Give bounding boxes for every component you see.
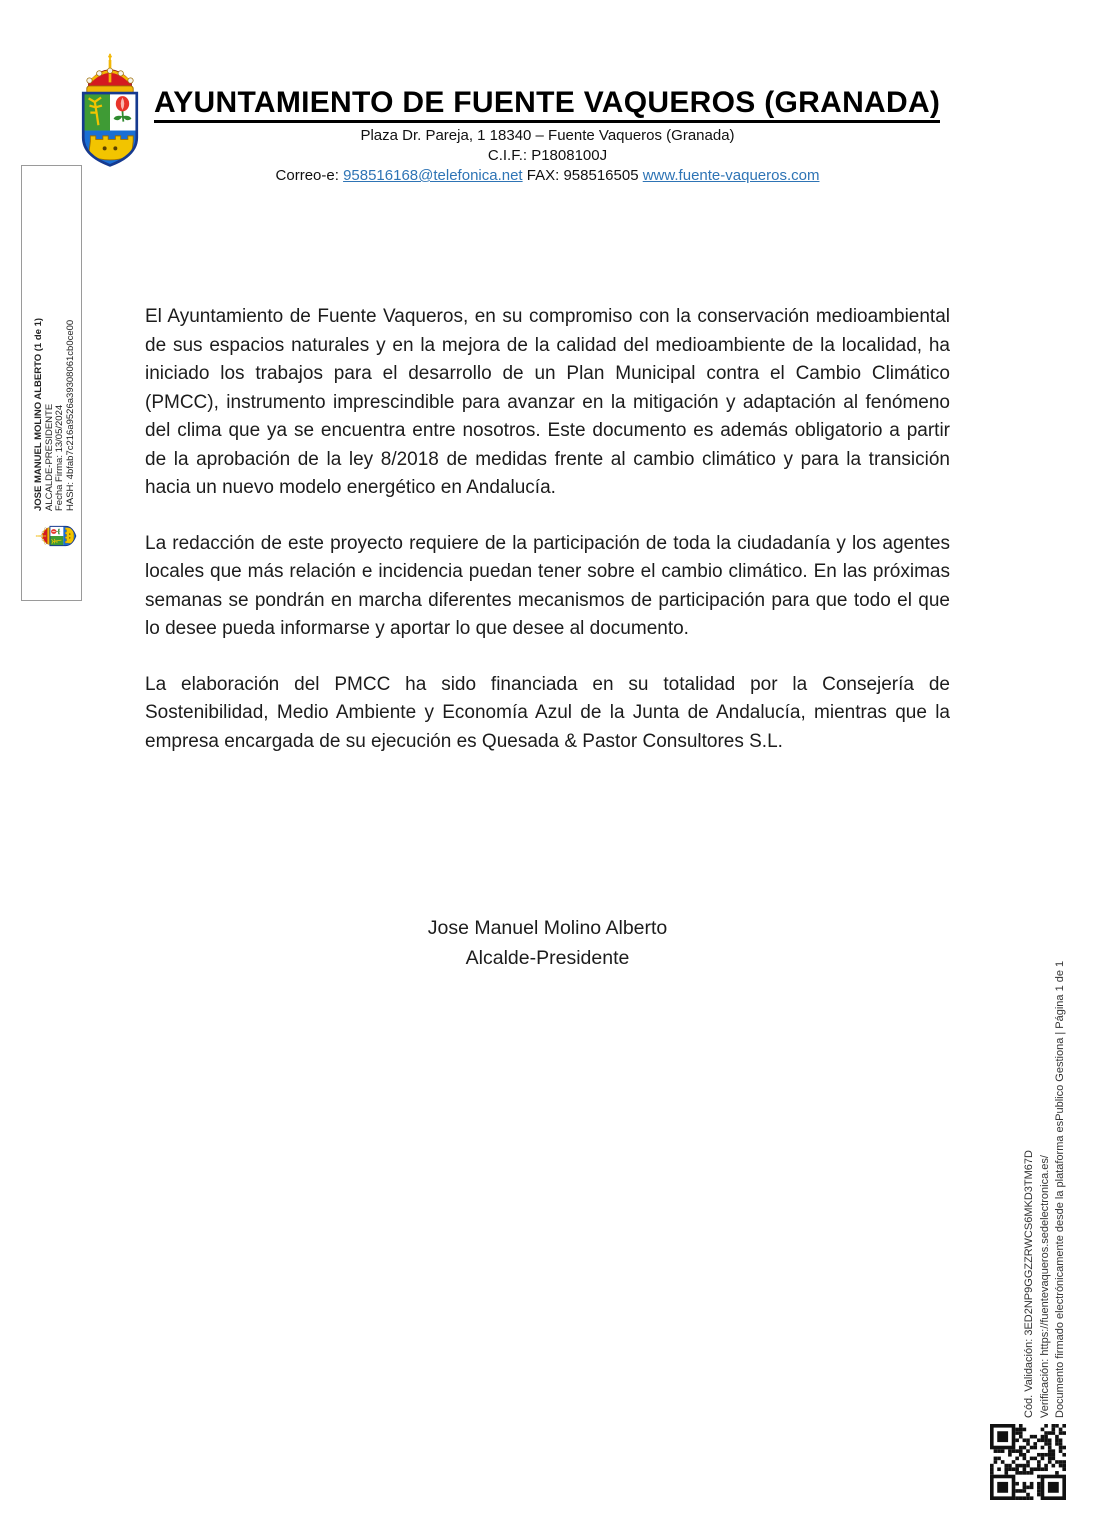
coat-of-arms-small-icon	[34, 520, 78, 552]
signature-block	[145, 913, 950, 973]
signer-role: ALCALDE-PRESIDENTE	[43, 403, 55, 511]
header-address: Plaza Dr. Pareja, 1 18340 – Fuente Vaqueros (Granada)	[360, 127, 735, 144]
qr-code-icon	[990, 1424, 1066, 1500]
page-title: AYUNTAMIENTO DE FUENTE VAQUEROS (GRANADA)	[154, 86, 940, 120]
validation-stamp-text	[1022, 940, 1069, 1418]
fax-label: FAX: 958516505	[526, 167, 639, 184]
paragraph-3: La elaboración del PMCC ha sido financiada en su totalidad por la Consejería de Sostenibilidad, Medio Ambiente y Economía Azul de la Junta de Andalucía, mientras que la empresa encargada de su ejecución es Quesada & Pastor Consultores S.L.	[145, 673, 950, 752]
verification-url: Verificación: https://fuentevaqueros.sedelectronica.es/	[1038, 1155, 1051, 1418]
paragraph-2: La redacción de este proyecto requiere de la participación de toda la ciudadanía y los agentes locales que más relación e incidencia puedan tener sobre el cambio climático. En las próximas semanas se pondrán en marcha diferentes mecanismos de participación para que todo el que lo desee pueda informarse y aportar lo que desee al documento.	[145, 532, 950, 639]
header-contact-block	[145, 126, 950, 186]
signatory-name: Jose Manuel Molino Alberto	[427, 917, 668, 939]
header-cif: C.I.F.: P1808100J	[487, 147, 608, 164]
validation-code: Cód. Validación: 3ED2NP9GGZZRWCS6MKD3TM67D	[1023, 1150, 1035, 1418]
website-link[interactable]: www.fuente-vaqueros.com	[642, 167, 820, 184]
document-body	[145, 303, 950, 783]
header-contact-line	[145, 166, 950, 185]
email-label: Correo-e:	[275, 167, 339, 184]
signer-name: JOSE MANUEL MOLINO ALBERTO (1 de 1)	[33, 317, 44, 511]
signature-stamp-text	[34, 181, 76, 511]
platform-note: Documento firmado electrónicamente desde la plataforma esPublico Gestiona | Página 1 de 1	[1054, 960, 1066, 1418]
email-link[interactable]: 958516168@telefonica.net	[343, 167, 523, 184]
signature-hash: HASH: 4bfab7c216a9526a39308061cb0ce00	[64, 319, 76, 511]
signatory-role: Alcalde-Presidente	[465, 947, 630, 969]
paragraph-1: El Ayuntamiento de Fuente Vaqueros, en su compromiso con la conservación medioambiental de sus espacios naturales y en la mejora de la calidad del medioambiente de la localidad, ha iniciado los trabajos para el desarrollo de un Plan Municipal contra el Cambio Climático (PMCC), instrumento imprescindible para avanzar en la mitigación y adaptación al fenómeno del clima que ya se encuentra entre nosotros. Este documento es además obligatorio a partir de la aprobación de la ley 8/2018 de medidas frente al cambio climático y para la transición hacia un nuevo modelo energético en Andalucía.	[145, 306, 950, 498]
signature-date: Fecha Firma: 13/05/2024	[54, 404, 65, 511]
municipal-coat-of-arms-icon	[64, 52, 156, 168]
